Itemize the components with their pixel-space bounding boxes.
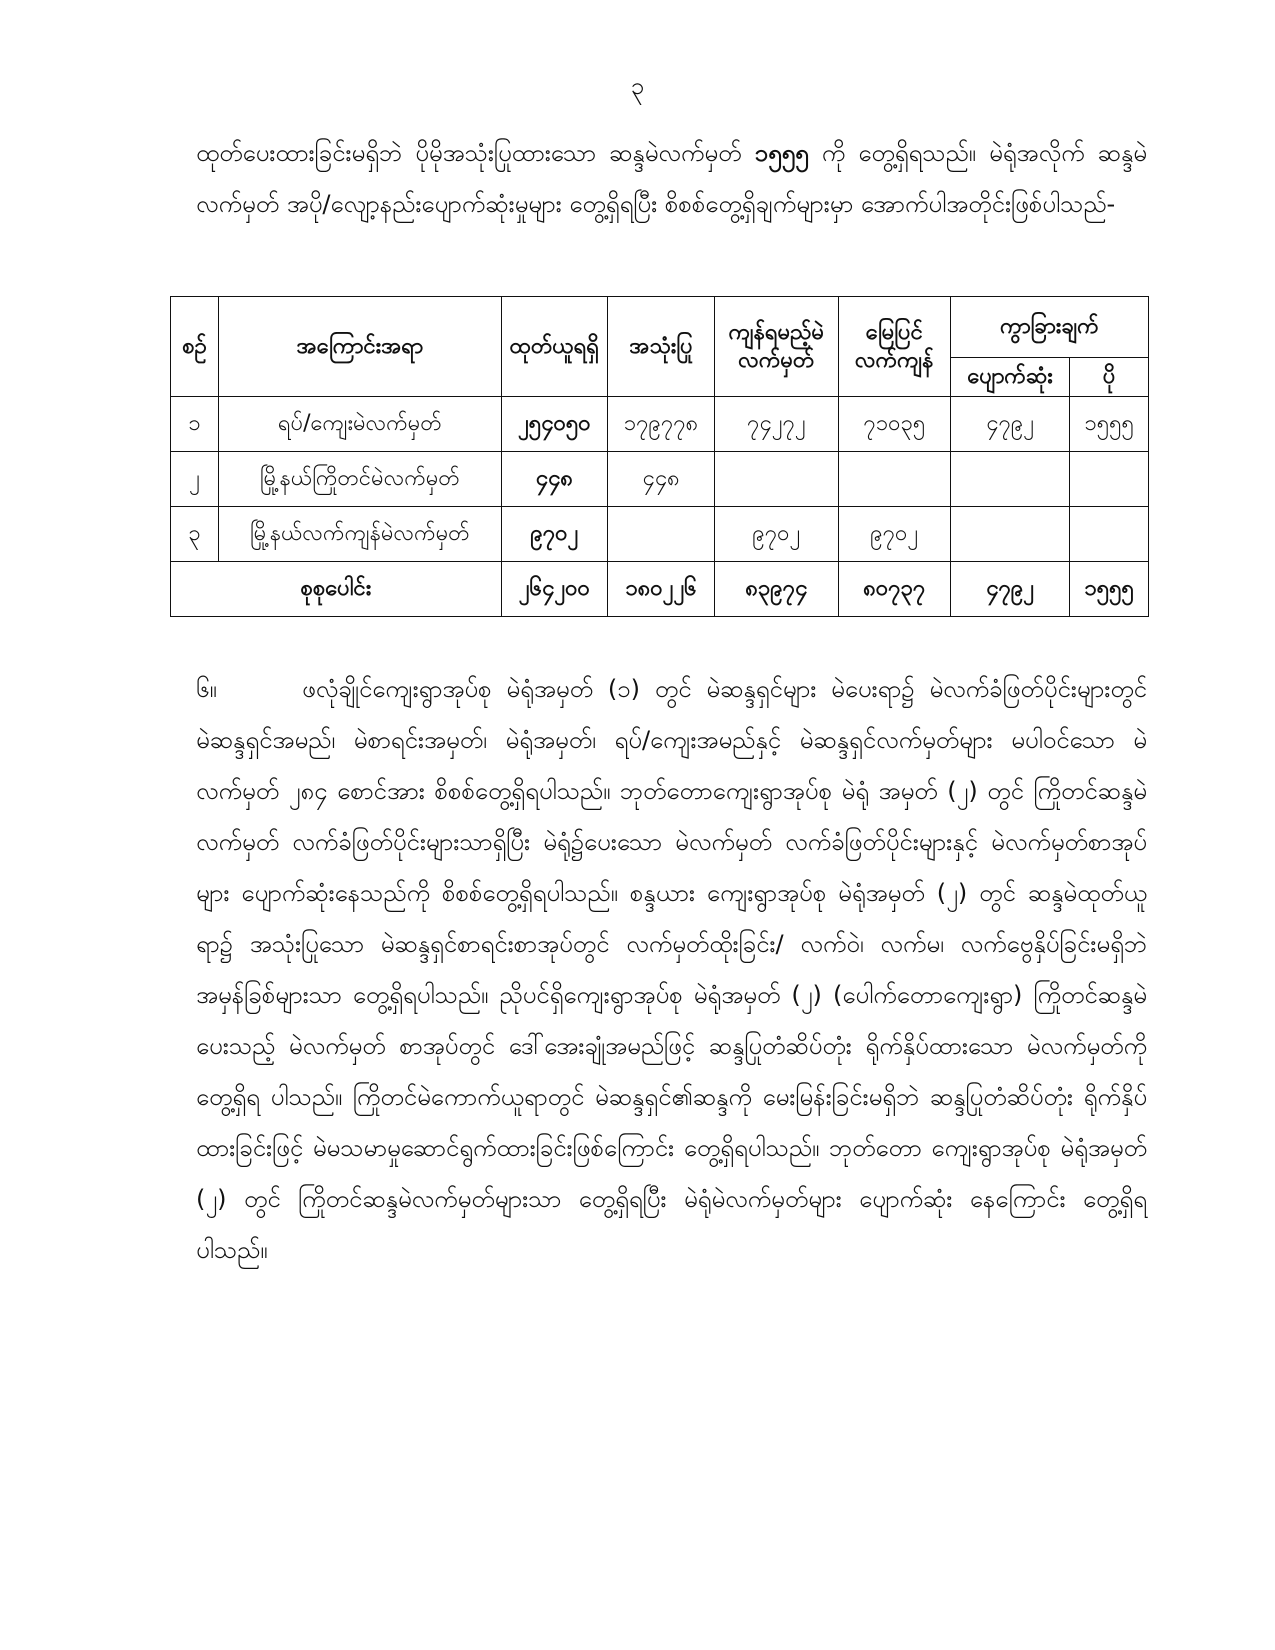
header-received: ထုတ်ယူရရှိ [501, 297, 607, 397]
cell-actual [838, 452, 950, 507]
total-label: စုစုပေါင်း [171, 562, 502, 617]
findings-text: ဖလုံချိုင်ကျေးရွာအုပ်စု မဲရုံအမှတ် (၁) တွင် မဲဆန္ဒရှင်များ မဲပေးရာ၌ မဲလက်ခံဖြတ်ပိုင်းများတွင် မဲဆန္ဒရှင်အမည်၊ မဲစာရင်းအမှတ်၊ မဲရုံအမှတ်၊ ရပ်/ကျေးအမည်နှင့် မဲဆန္ဒရှင်လက်မှတ်များ မပါဝင်သော မဲလက်မှတ် ၂၈၄ စောင်အား စိစစ်တွေ့ရှိရပါသည်။ ဘုတ်တောကျေးရွာအုပ်စု မဲရုံ အမှတ် (၂) တွင် ကြိုတင်ဆန္ဒမဲလက်မှတ် လက်ခံဖြတ်ပိုင်းများသာရှိပြီး မဲရုံ၌ပေးသော မဲလက်မှတ် လက်ခံဖြတ်ပိုင်းများနှင့် မဲလက်မှတ်စာအုပ်များ ပျောက်ဆုံးနေသည်ကို စိစစ်တွေ့ရှိရပါသည်။ စန္ဒယား ကျေးရွာအုပ်စု မဲရုံအမှတ် (၂) တွင် ဆန္ဒမဲထုတ်ယူရာ၌ အသုံးပြုသော မဲဆန္ဒရှင်စာရင်းစာအုပ်တွင် လက်မှတ်ထိုးခြင်း/ လက်ဝဲ၊ လက်မ၊ လက်ဗွေနှိပ်ခြင်းမရှိဘဲ အမှန်ခြစ်များသာ တွေ့ရှိရပါသည်။ ညိုပင်ရှိကျေးရွာအုပ်စု မဲရုံအမှတ် (၂) (ပေါက်တောကျေးရွာ) ကြိုတင်ဆန္ဒမဲပေးသည့် မဲလက်မှတ် စာအုပ်တွင် ဒေါ်အေးချုံအမည်ဖြင့် ဆန္ဒပြုတံဆိပ်တုံး ရိုက်နှိပ်ထားသော မဲလက်မှတ်ကို တွေ့ရှိရ ပါသည်။ ကြိုတင်မဲကောက်ယူရာတွင် မဲဆန္ဒရှင်၏ဆန္ဒကို မေးမြန်းခြင်းမရှိဘဲ ဆန္ဒပြုတံဆိပ်တုံး ရိုက်နှိပ်ထားခြင်းဖြင့် မဲမသမာမှုဆောင်ရွက်ထားခြင်းဖြစ်ကြောင်း တွေ့ရှိရပါသည်။ ဘုတ်တော ကျေးရွာအုပ်စု မဲရုံအမှတ် (၂) တွင် ကြိုတင်ဆန္ဒမဲလက်မှတ်များသာ တွေ့ရှိရပြီး မဲရုံမဲလက်မှတ်များ ပျောက်ဆုံး နေကြောင်း တွေ့ရှိရပါသည်။ [196, 675, 1147, 1264]
total-row [171, 562, 1149, 617]
header-no: စဉ် [171, 297, 219, 397]
cell-remaining: ၇၄၂၇၂ [715, 397, 839, 452]
table-row [171, 397, 1149, 452]
cell-extra [1070, 507, 1149, 562]
cell-received: ၄၄၈ [501, 452, 607, 507]
header-used: အသုံးပြု [607, 297, 714, 397]
header-missing: ပျောက်ဆုံး [950, 358, 1069, 397]
table-row [171, 507, 1149, 562]
cell-missing: ၄၇၉၂ [950, 397, 1069, 452]
header-subject: အကြောင်းအရာ [218, 297, 501, 397]
cell-no: ၃ [171, 507, 219, 562]
cell-received: ၉၇၀၂ [501, 507, 607, 562]
cell-subject: မြို့နယ်လက်ကျန်မဲလက်မှတ် [218, 507, 501, 562]
header-remaining: ကျန်ရမည့်မဲလက်မှတ် [715, 297, 839, 397]
cell-no: ၁ [171, 397, 219, 452]
intro-highlight-number: ၁၅၅၅ [754, 139, 809, 167]
intro-text-start: ထုတ်ပေးထားခြင်းမရှိဘဲ ပိုမိုအသုံးပြုထားသော ဆန္ဒမဲလက်မှတ် [196, 139, 742, 167]
cell-actual: ၇၁၀၃၅ [838, 397, 950, 452]
ballot-table [170, 296, 1149, 617]
total-actual: ၈၀၇၃၇ [838, 562, 950, 617]
cell-extra [1070, 452, 1149, 507]
total-extra: ၁၅၅၅ [1070, 562, 1149, 617]
cell-no: ၂ [171, 452, 219, 507]
cell-used: ၁၇၉၇၇၈ [607, 397, 714, 452]
cell-missing [950, 452, 1069, 507]
cell-missing [950, 507, 1069, 562]
cell-subject: မြို့နယ်ကြိုတင်မဲလက်မှတ် [218, 452, 501, 507]
intro-paragraph [196, 128, 1147, 230]
cell-actual: ၉၇၀၂ [838, 507, 950, 562]
cell-used [607, 507, 714, 562]
page-number: ၃ [630, 72, 645, 100]
header-extra: ပို [1070, 358, 1149, 397]
cell-received: ၂၅၄၀၅၀ [501, 397, 607, 452]
intro-text-end: ကို တွေ့ရှိရသည်။ မဲရုံအလိုက် ဆန္ဒမဲလက်မှတ် အပို/လျော့နည်းပျောက်ဆုံးမှုများ တွေ့ရှိရပြီး စိစစ်တွေ့ရှိချက်များမှာ အောက်ပါအတိုင်းဖြစ်ပါသည်- [196, 139, 1147, 218]
cell-extra: ၁၅၅၅ [1070, 397, 1149, 452]
table-row [171, 452, 1149, 507]
paragraph-number: ၆။ [196, 675, 217, 703]
cell-remaining [715, 452, 839, 507]
total-missing: ၄၇၉၂ [950, 562, 1069, 617]
cell-subject: ရပ်/ကျေးမဲလက်မှတ် [218, 397, 501, 452]
header-actual: မြေပြင်လက်ကျန် [838, 297, 950, 397]
total-received: ၂၆၄၂၀၀ [501, 562, 607, 617]
findings-paragraph [196, 664, 1147, 1276]
header-difference: ကွာခြားချက် [950, 297, 1148, 358]
cell-used: ၄၄၈ [607, 452, 714, 507]
total-remaining: ၈၃၉၇၄ [715, 562, 839, 617]
cell-remaining: ၉၇၀၂ [715, 507, 839, 562]
total-used: ၁၈၀၂၂၆ [607, 562, 714, 617]
